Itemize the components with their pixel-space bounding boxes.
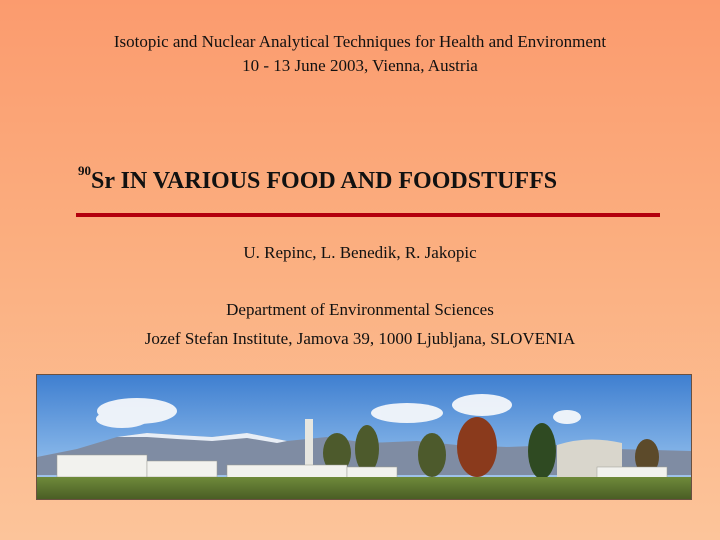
authors: U. Repinc, L. Benedik, R. Jakopic [243, 243, 477, 262]
chimney [305, 419, 313, 471]
title-underline [76, 213, 660, 217]
institute-photo [36, 374, 692, 500]
conference-name: Isotopic and Nuclear Analytical Techniques for Health and Environment [113, 32, 607, 51]
conference-dates-location: 10 - 13 June 2003, Vienna, Austria [242, 56, 478, 75]
slide-title-text: Sr IN VARIOUS FOOD AND FOODSTUFFS [91, 168, 558, 194]
institute-photo-illustration [37, 375, 691, 499]
department: Department of Environmental Sciences [226, 300, 494, 319]
isotope-mass-number: 90 [78, 163, 91, 178]
institute-address: Jozef Stefan Institute, Jamova 39, 1000 Ljubljana, SLOVENIA [144, 329, 576, 348]
field [37, 477, 691, 499]
slide-title [78, 163, 558, 195]
